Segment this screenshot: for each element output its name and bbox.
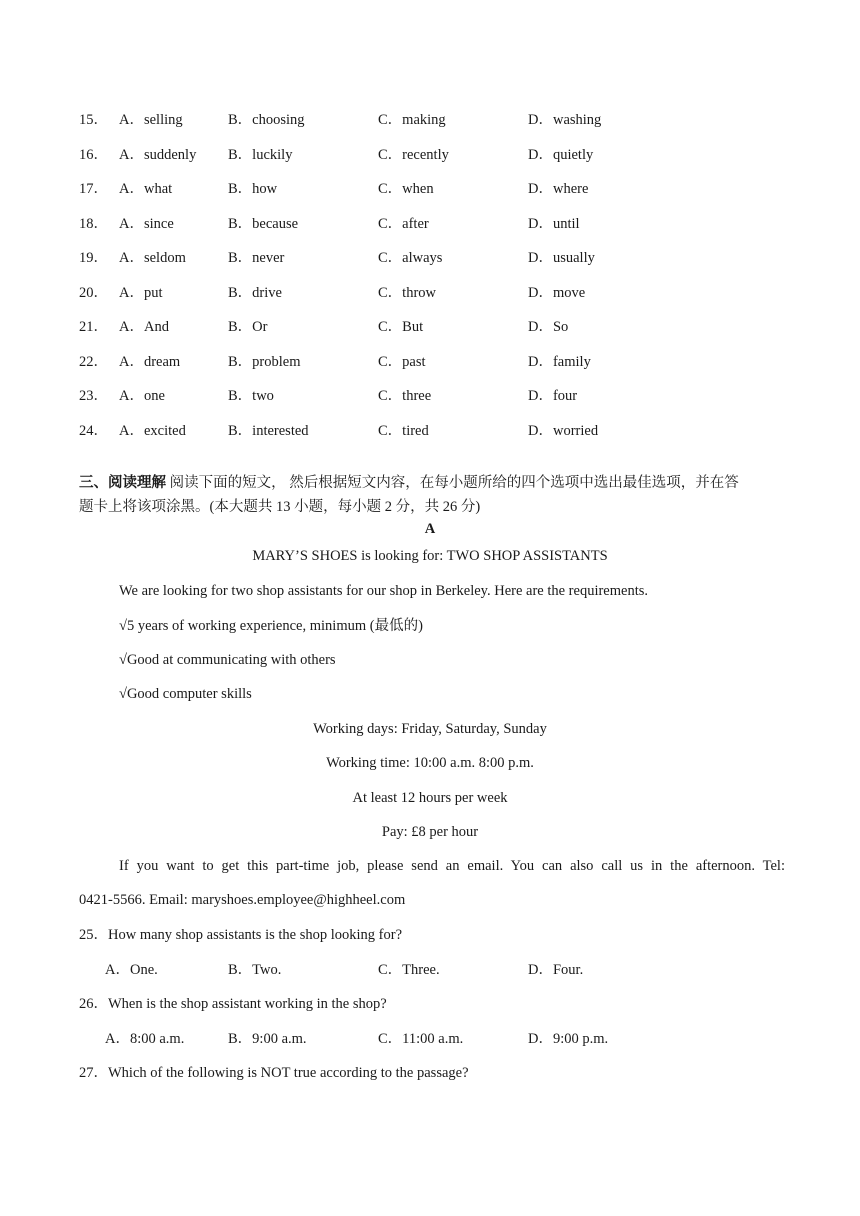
question-number: 23． <box>79 388 108 404</box>
section-instruction-2: 题卡上将该项涂黑。(本大题共 13 小题，每小题 2 分，共 26 分) <box>79 499 481 515</box>
question-number: 17． <box>79 181 108 197</box>
option-d: D．So <box>528 319 569 335</box>
option-d: D．9:00 p.m. <box>528 1031 609 1047</box>
question-number: 19． <box>79 250 108 266</box>
option-c: C．three <box>378 388 432 404</box>
option-b: B．problem <box>228 354 301 370</box>
option-d: D．until <box>528 216 580 232</box>
option-d: D．where <box>528 181 589 197</box>
option-c: C．always <box>378 250 443 266</box>
passage-headline: MARY’S SHOES is looking for: TWO SHOP ASSISTANTS <box>252 548 608 564</box>
cloze-row-19 <box>79 248 779 268</box>
question-number: 22． <box>79 354 108 370</box>
option-b: B．Or <box>228 319 268 335</box>
passage-label: A <box>424 521 436 537</box>
requirement-2: √Good at communicating with others <box>119 652 336 668</box>
option-a: A．since <box>119 216 174 232</box>
question-number: 21． <box>79 319 108 335</box>
option-b: B．drive <box>228 285 282 301</box>
option-d: D．Four. <box>528 962 584 978</box>
question-number: 15． <box>79 112 108 128</box>
question-26: 26．When is the shop assistant working in the shop? <box>79 996 387 1012</box>
option-a: A．suddenly <box>119 147 197 163</box>
requirement-3: √Good computer skills <box>119 686 252 702</box>
option-d: D．quietly <box>528 147 594 163</box>
option-d: D．four <box>528 388 578 404</box>
option-a: A．selling <box>119 112 183 128</box>
contact-paragraph <box>79 849 785 917</box>
section-heading <box>79 471 784 519</box>
option-c: C．Three. <box>378 962 440 978</box>
question-26-options <box>105 1029 805 1049</box>
cloze-row-17 <box>79 179 779 199</box>
working-time: Working time: 10:00 a.m. 8:00 p.m. <box>326 755 534 771</box>
question-number: 20． <box>79 285 108 301</box>
option-b: B．interested <box>228 423 309 439</box>
option-a: A．what <box>119 181 173 197</box>
cloze-row-24 <box>79 421 779 441</box>
option-a: A．One. <box>105 962 158 978</box>
section-instruction-1: 阅读下面的短文， 然后根据短文内容，在每小题所给的四个选项中选出最佳选项，并在答 <box>169 475 739 491</box>
question-27: 27．Which of the following is NOT true according to the passage? <box>79 1065 469 1081</box>
option-b: B．Two. <box>228 962 282 978</box>
working-days: Working days: Friday, Saturday, Sunday <box>313 721 547 737</box>
option-c: C．tired <box>378 423 429 439</box>
option-a: A．And <box>119 319 169 335</box>
option-b: B．how <box>228 181 278 197</box>
option-d: D．washing <box>528 112 602 128</box>
option-b: B．choosing <box>228 112 305 128</box>
option-d: D．move <box>528 285 586 301</box>
question-number: 16． <box>79 147 108 163</box>
option-c: C．recently <box>378 147 449 163</box>
cloze-row-20 <box>79 283 779 303</box>
question-number: 24． <box>79 423 108 439</box>
question-25: 25．How many shop assistants is the shop looking for? <box>79 927 403 943</box>
option-b: B．never <box>228 250 285 266</box>
option-a: A．8:00 a.m. <box>105 1031 185 1047</box>
option-a: A．seldom <box>119 250 186 266</box>
question-number: 18． <box>79 216 108 232</box>
option-a: A．excited <box>119 423 186 439</box>
cloze-row-22 <box>79 352 779 372</box>
option-b: B．because <box>228 216 299 232</box>
option-b: B．9:00 a.m. <box>228 1031 307 1047</box>
option-d: D．usually <box>528 250 595 266</box>
option-d: D．family <box>528 354 591 370</box>
option-c: C．11:00 a.m. <box>378 1031 464 1047</box>
cloze-row-18 <box>79 214 779 234</box>
option-c: C．when <box>378 181 434 197</box>
option-c: C．after <box>378 216 429 232</box>
passage-intro: We are looking for two shop assistants for our shop in Berkeley. Here are the requirements. <box>119 583 649 599</box>
section-title: 三、阅读理解 <box>79 475 166 491</box>
option-a: A．one <box>119 388 165 404</box>
option-c: C．making <box>378 112 446 128</box>
option-a: A．dream <box>119 354 181 370</box>
cloze-row-16 <box>79 145 779 165</box>
question-25-options <box>105 960 805 980</box>
option-d: D．worried <box>528 423 599 439</box>
requirement-1: √5 years of working experience, minimum (最低的) <box>119 618 423 634</box>
option-c: C．But <box>378 319 424 335</box>
option-c: C．throw <box>378 285 436 301</box>
pay-rate: Pay: £8 per hour <box>381 824 479 840</box>
contact-line-2: 0421-5566. Email: maryshoes.employee@highheel.com <box>79 892 406 908</box>
option-a: A．put <box>119 285 163 301</box>
cloze-row-21 <box>79 317 779 337</box>
cloze-row-15 <box>79 110 779 130</box>
weekly-hours: At least 12 hours per week <box>352 790 508 806</box>
option-b: B．luckily <box>228 147 293 163</box>
option-c: C．past <box>378 354 426 370</box>
cloze-row-23 <box>79 386 779 406</box>
option-b: B．two <box>228 388 274 404</box>
contact-line-1: If you want to get this part-time job, please send an email. You can also call us in the afternoon. Tel: <box>119 858 785 874</box>
